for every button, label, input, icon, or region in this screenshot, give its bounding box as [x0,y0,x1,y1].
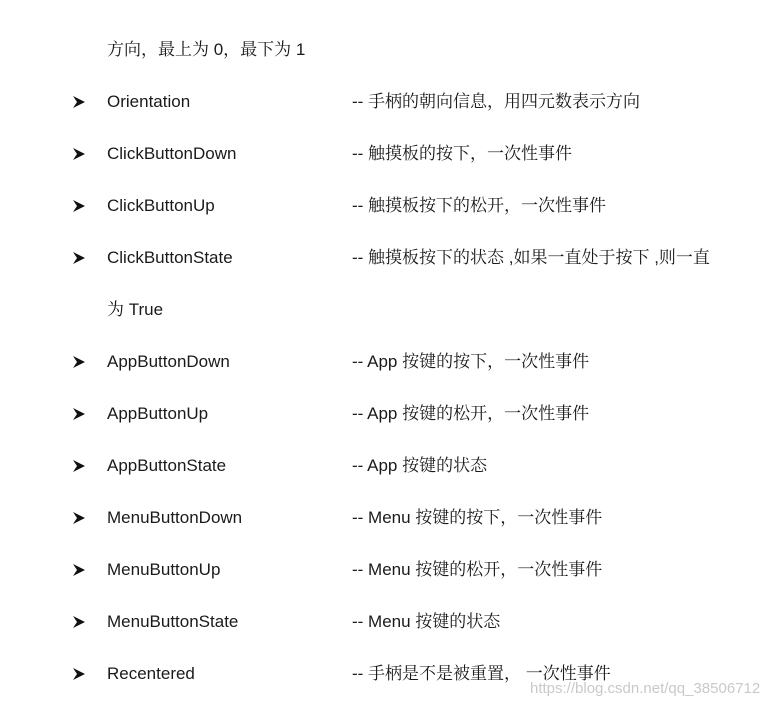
item-term: ClickButtonDown [107,144,237,163]
item-term: Recentered [107,664,195,683]
item-description: -- 触摸板按下的状态 ,如果一直处于按下 ,则一直 [352,248,710,267]
item-term: Orientation [107,92,191,111]
arrowhead-bullet-icon [72,610,88,634]
list-item [0,350,781,374]
arrowhead-bullet-icon [72,454,88,478]
list-item [0,610,781,634]
arrowhead-bullet-icon [72,142,88,166]
list-item [0,454,781,478]
continuation-line [0,298,781,322]
arrowhead-bullet-icon [72,194,88,218]
item-term: ClickButtonState [107,248,233,267]
arrowhead-bullet-icon [72,90,88,114]
list-item [0,246,781,270]
item-description: -- App 按键的状态 [352,456,488,475]
arrowhead-bullet-icon [72,662,88,686]
list-item [0,402,781,426]
item-description: -- 手柄的朝向信息，用四元数表示方向 [352,92,641,111]
intro-text: 方向，最上为 0，最下为 1 [107,40,306,59]
arrowhead-bullet-icon [72,506,88,530]
item-description: -- 手柄是不是被重置， 一次性事件 [352,664,611,683]
list-item [0,142,781,166]
list-item [0,506,781,530]
item-term: MenuButtonDown [107,508,243,527]
list-item [0,194,781,218]
item-term: AppButtonDown [107,352,230,371]
arrowhead-bullet-icon [72,402,88,426]
item-term: MenuButtonUp [107,560,221,579]
item-term: AppButtonState [107,456,227,475]
item-term: AppButtonUp [107,404,209,423]
item-description: -- 触摸板按下的松开，一次性事件 [352,196,607,215]
watermark: https://blog.csdn.net/qq_38506712 [530,680,761,697]
item-description-continuation: 为 True [107,300,164,319]
item-term: MenuButtonState [107,612,239,631]
item-term: ClickButtonUp [107,196,215,215]
item-description: -- Menu 按键的按下，一次性事件 [352,508,603,527]
arrowhead-bullet-icon [72,246,88,270]
item-description: -- App 按键的按下，一次性事件 [352,352,590,371]
item-description: -- Menu 按键的松开，一次性事件 [352,560,603,579]
list-item [0,558,781,582]
item-description: -- Menu 按键的状态 [352,612,501,631]
item-description: -- 触摸板的按下，一次性事件 [352,144,573,163]
arrowhead-bullet-icon [72,558,88,582]
intro-line [0,38,781,62]
list-item [0,90,781,114]
arrowhead-bullet-icon [72,350,88,374]
item-description: -- App 按键的松开，一次性事件 [352,404,590,423]
